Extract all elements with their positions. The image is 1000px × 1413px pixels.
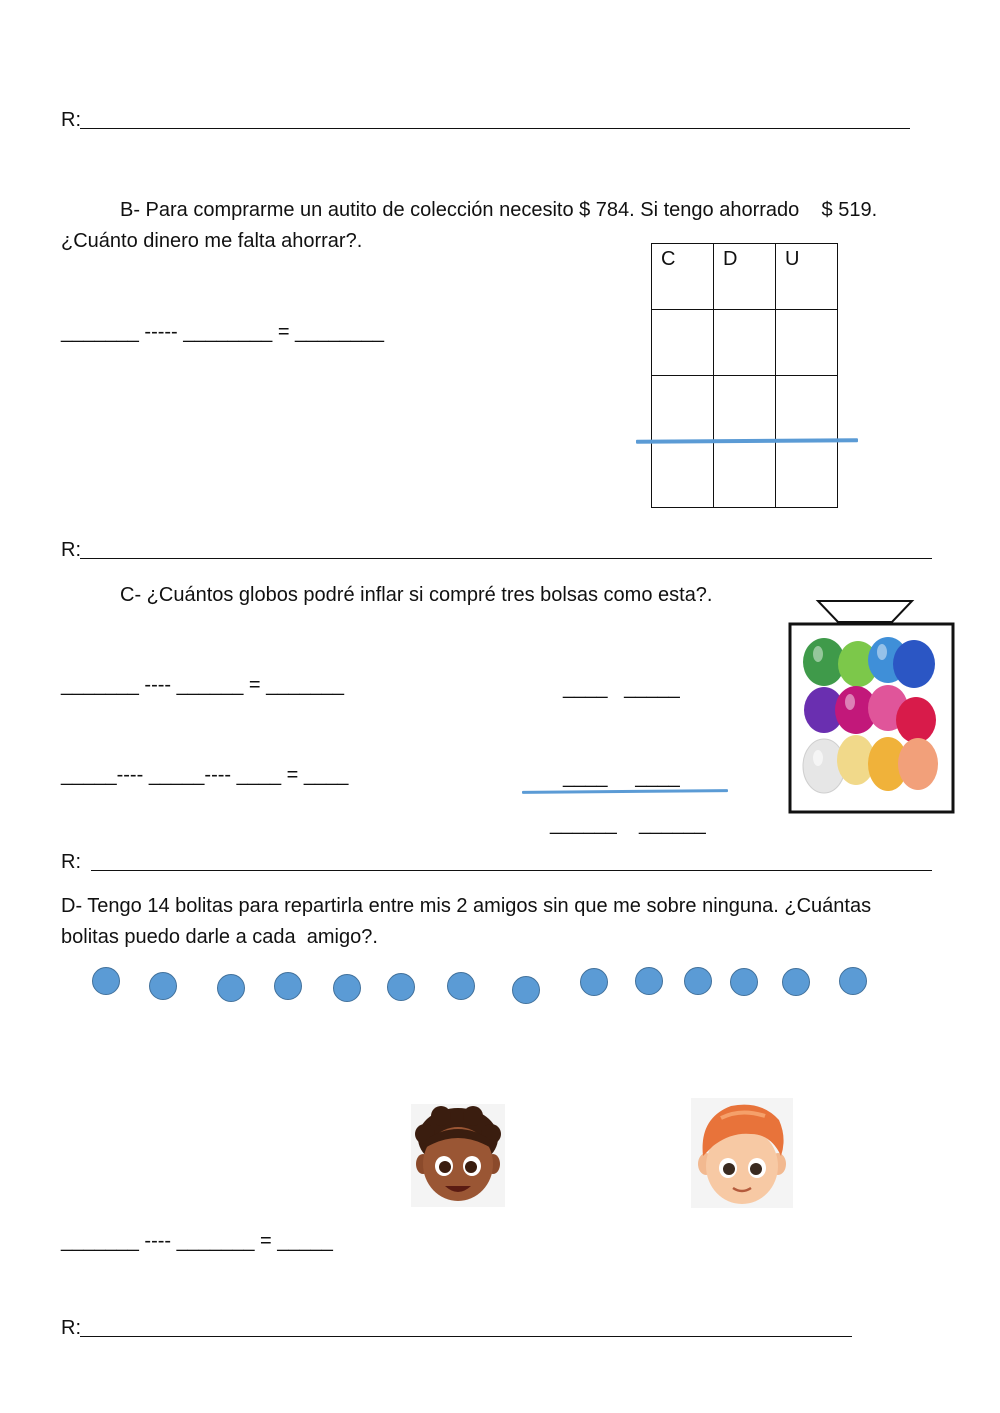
problem-d-equation[interactable]: _______ ---- _______ = _____ bbox=[61, 1230, 333, 1252]
operation-row-1[interactable]: ____ _____ bbox=[563, 677, 680, 699]
place-value-table bbox=[651, 243, 838, 508]
answer-line-b[interactable] bbox=[80, 558, 932, 559]
multiplication-line bbox=[522, 789, 728, 794]
problem-b-equation[interactable]: _______ ----- ________ = ________ bbox=[61, 321, 385, 343]
balloons-icon bbox=[803, 637, 938, 793]
problem-b-line1: B- Para comprarme un autito de colección necesito $ 784. Si tengo ahorrado $ 519. bbox=[120, 199, 878, 221]
bag-hook-icon bbox=[818, 601, 912, 622]
table-row bbox=[652, 310, 838, 376]
header-c: C bbox=[652, 244, 714, 310]
table-cell[interactable] bbox=[776, 310, 838, 376]
ball[interactable] bbox=[387, 973, 415, 1001]
answer-line-c[interactable] bbox=[91, 870, 932, 871]
table-cell[interactable] bbox=[652, 442, 714, 508]
problem-b-line2: ¿Cuánto dinero me falta ahorrar?. bbox=[61, 230, 363, 252]
table-cell[interactable] bbox=[652, 376, 714, 442]
header-d: D bbox=[714, 244, 776, 310]
ball[interactable] bbox=[149, 972, 177, 1000]
ball[interactable] bbox=[684, 967, 712, 995]
friend-face-2-icon bbox=[691, 1098, 793, 1208]
table-header-row bbox=[652, 244, 838, 310]
table-cell[interactable] bbox=[776, 376, 838, 442]
ball[interactable] bbox=[274, 972, 302, 1000]
table-row bbox=[652, 376, 838, 442]
table-cell[interactable] bbox=[714, 310, 776, 376]
ball[interactable] bbox=[782, 968, 810, 996]
problem-d-line2: bolitas puedo darle a cada amigo?. bbox=[61, 926, 378, 948]
table-cell[interactable] bbox=[776, 442, 838, 508]
ball[interactable] bbox=[635, 967, 663, 995]
operation-row-3[interactable]: ______ ______ bbox=[550, 813, 706, 835]
answer-label-a: R: bbox=[61, 109, 81, 131]
table-row bbox=[652, 442, 838, 508]
ball[interactable] bbox=[580, 968, 608, 996]
ball[interactable] bbox=[730, 968, 758, 996]
balloon-bag-image bbox=[788, 600, 956, 814]
friend-face-1-icon bbox=[411, 1104, 505, 1207]
operation-row-2[interactable]: ____ ____ bbox=[563, 766, 680, 788]
ball[interactable] bbox=[217, 974, 245, 1002]
answer-label-c: R: bbox=[61, 851, 81, 873]
ball[interactable] bbox=[92, 967, 120, 995]
ball[interactable] bbox=[512, 976, 540, 1004]
ball[interactable] bbox=[839, 967, 867, 995]
table-cell[interactable] bbox=[652, 310, 714, 376]
answer-line-d[interactable] bbox=[80, 1336, 852, 1337]
ball[interactable] bbox=[447, 972, 475, 1000]
answer-line-a[interactable] bbox=[80, 128, 910, 129]
table-cell[interactable] bbox=[714, 376, 776, 442]
answer-label-d: R: bbox=[61, 1317, 81, 1339]
answer-label-b: R: bbox=[61, 539, 81, 561]
header-u: U bbox=[776, 244, 838, 310]
problem-d-line1: D- Tengo 14 bolitas para repartirla entre mis 2 amigos sin que me sobre ninguna. ¿Cuántas bbox=[61, 895, 872, 917]
problem-c-question: C- ¿Cuántos globos podré inflar si compré tres bolsas como esta?. bbox=[120, 584, 713, 606]
problem-c-equation2[interactable]: _____---- _____---- ____ = ____ bbox=[61, 764, 349, 786]
problem-c-equation1[interactable]: _______ ---- ______ = _______ bbox=[61, 674, 345, 696]
table-cell[interactable] bbox=[714, 442, 776, 508]
ball[interactable] bbox=[333, 974, 361, 1002]
